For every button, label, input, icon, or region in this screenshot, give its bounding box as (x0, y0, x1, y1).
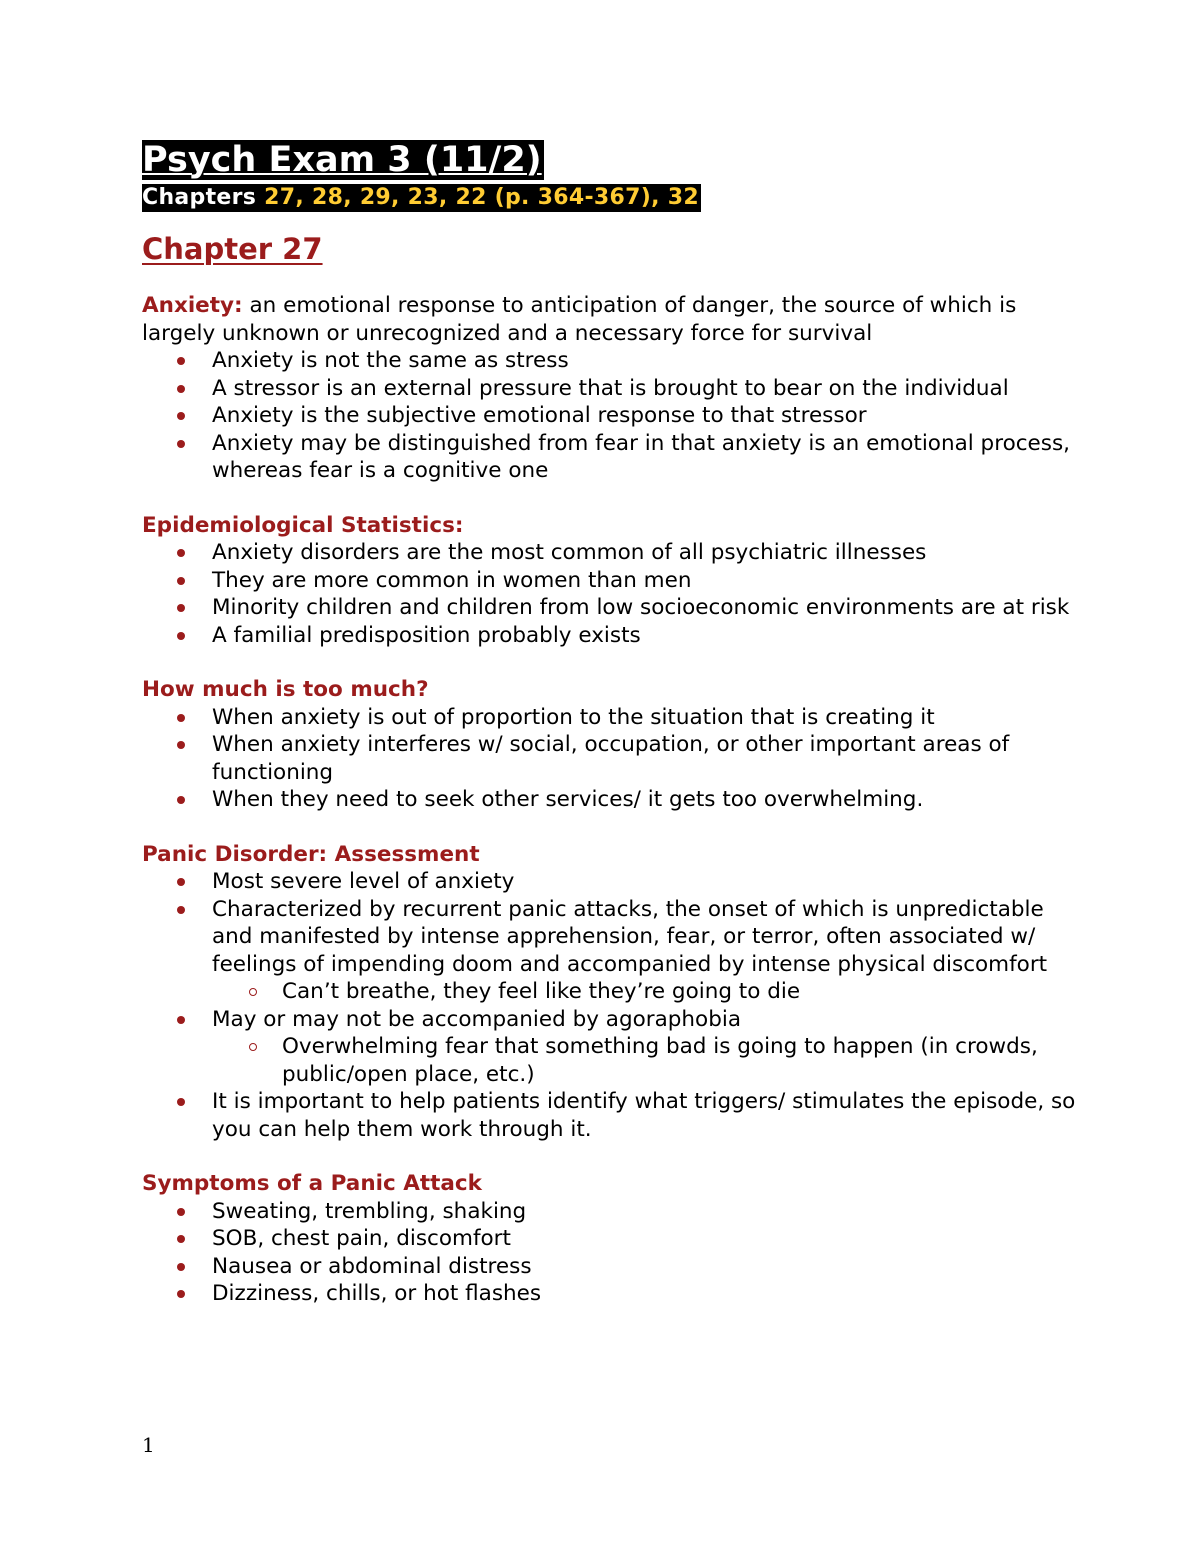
list-item-text: It is important to help patients identify what triggers/ stimulates the episode, so you can help them work through it. (212, 1089, 1076, 1142)
list-item-text: SOB, chest pain, discomfort (212, 1226, 511, 1251)
panic-attack-bullet-list (142, 1198, 1082, 1308)
list-item-text: Characterized by recurrent panic attacks, the onset of which is unpredictable and manifested by intense apprehension, fear, or terror, often associated w/ feelings of impending doom and accompanied by intense physical discomfort (212, 896, 1048, 977)
bullet-icon (177, 1290, 185, 1298)
too-much-heading: How much is too much? (142, 677, 429, 702)
list-item (142, 1225, 1082, 1253)
panic-attack-heading: Symptoms of a Panic Attack (142, 1171, 482, 1196)
list-item-text: When they need to seek other services/ it gets too overwhelming. (212, 787, 924, 812)
list-item (142, 1006, 1082, 1089)
bullet-icon (177, 1235, 185, 1243)
list-item-text: Anxiety may be distinguished from fear in that anxiety is an emotional process, whereas fear is a cognitive one (212, 430, 1071, 483)
list-item (142, 868, 1082, 896)
list-item (142, 567, 1082, 595)
section-panic-disorder (142, 841, 1082, 1144)
list-item (142, 731, 1082, 786)
list-item-text: A stressor is an external pressure that is brought to bear on the individual (212, 375, 1009, 401)
sub-bullet-list (212, 978, 1082, 1006)
list-item (142, 594, 1082, 622)
list-item (142, 375, 1082, 403)
panic-disorder-heading: Panic Disorder: Assessment (142, 841, 480, 867)
list-item (142, 786, 1082, 814)
list-item (142, 430, 1082, 485)
list-item (142, 402, 1082, 430)
bullet-icon (177, 878, 185, 886)
bullet-icon (177, 632, 185, 640)
list-item-text: Nausea or abdominal distress (212, 1253, 532, 1279)
bullet-icon (177, 604, 185, 612)
section-epidemiology (142, 512, 1082, 650)
section-anxiety (142, 292, 1082, 485)
bullet-icon (177, 1263, 185, 1271)
section-panic-attack (142, 1170, 1082, 1308)
bullet-icon (177, 577, 185, 585)
bullet-icon (177, 796, 185, 804)
list-item-text: May or may not be accompanied by agoraphobia (212, 1006, 742, 1032)
bullet-icon (177, 741, 185, 749)
list-item (142, 1088, 1082, 1143)
anxiety-definition (142, 292, 1082, 347)
list-item (142, 539, 1082, 567)
bullet-icon (177, 1208, 185, 1216)
bullet-icon (177, 412, 185, 420)
bullet-icon (177, 385, 185, 393)
list-item-text: A familial predisposition probably exists (212, 622, 641, 648)
list-item-text: Anxiety disorders are the most common of all psychiatric illnesses (212, 540, 927, 565)
too-much-bullet-list (142, 704, 1082, 814)
list-item-text: Minority children and children from low socioeconomic environments are at risk (212, 595, 1070, 620)
sub-list-item (212, 978, 1082, 1006)
list-item-text: When anxiety interferes w/ social, occupation, or other important areas of functioning (212, 732, 1010, 785)
list-item-text: Sweating, trembling, shaking (212, 1198, 527, 1224)
list-item (142, 704, 1082, 732)
panic-disorder-bullet-list (142, 868, 1082, 1143)
list-item-text: Anxiety is not the same as stress (212, 348, 569, 373)
bullet-icon (177, 440, 185, 448)
list-item (142, 1253, 1082, 1281)
sub-list-item-text: Overwhelming fear that something bad is going to happen (in crowds, public/open place, etc.) (282, 1034, 1038, 1087)
list-item-text: Most severe level of anxiety (212, 869, 515, 894)
section-too-much (142, 676, 1082, 814)
epidemiology-heading: Epidemiological Statistics: (142, 512, 464, 538)
anxiety-definition-text: an emotional response to anticipation of danger, the source of which is largely unknown or unrecognized and a necessary force for survival (142, 293, 1017, 346)
subtitle-lead: Chapters (142, 185, 257, 210)
chapter-heading: Chapter 27 (142, 232, 323, 266)
anxiety-bullet-list (142, 347, 1082, 485)
list-item (142, 622, 1082, 650)
subtitle-chapter-list: 27, 28, 29, 23, 22 (p. 364-367), 32 (264, 185, 699, 210)
bullet-icon (177, 549, 185, 557)
bullet-icon (177, 1098, 185, 1106)
epidemiology-bullet-list (142, 539, 1082, 649)
list-item-text: Dizziness, chills, or hot flashes (212, 1281, 542, 1306)
bullet-icon (177, 357, 185, 365)
document-page (142, 140, 1082, 1335)
list-item (142, 1198, 1082, 1226)
document-subtitle (142, 184, 701, 212)
sub-list-item-text: Can’t breathe, they feel like they’re going to die (282, 979, 801, 1004)
bullet-icon (177, 906, 185, 914)
bullet-icon (177, 1016, 185, 1024)
list-item (142, 896, 1082, 1006)
sub-bullet-list (212, 1033, 1082, 1088)
sub-list-item (212, 1033, 1082, 1088)
list-item (142, 1280, 1082, 1308)
page-number: 1 (142, 1433, 155, 1457)
list-item-text: When anxiety is out of proportion to the situation that is creating it (212, 704, 935, 730)
bullet-icon (177, 714, 185, 722)
list-item-text: Anxiety is the subjective emotional response to that stressor (212, 403, 867, 428)
hollow-bullet-icon (249, 1043, 257, 1051)
list-item (142, 347, 1082, 375)
anxiety-term: Anxiety: (142, 293, 243, 318)
subtitle-row (142, 184, 1082, 220)
list-item-text: They are more common in women than men (212, 567, 692, 593)
hollow-bullet-icon (249, 988, 257, 996)
document-title: Psych Exam 3 (11/2) (142, 140, 542, 180)
title-row (142, 140, 1082, 184)
